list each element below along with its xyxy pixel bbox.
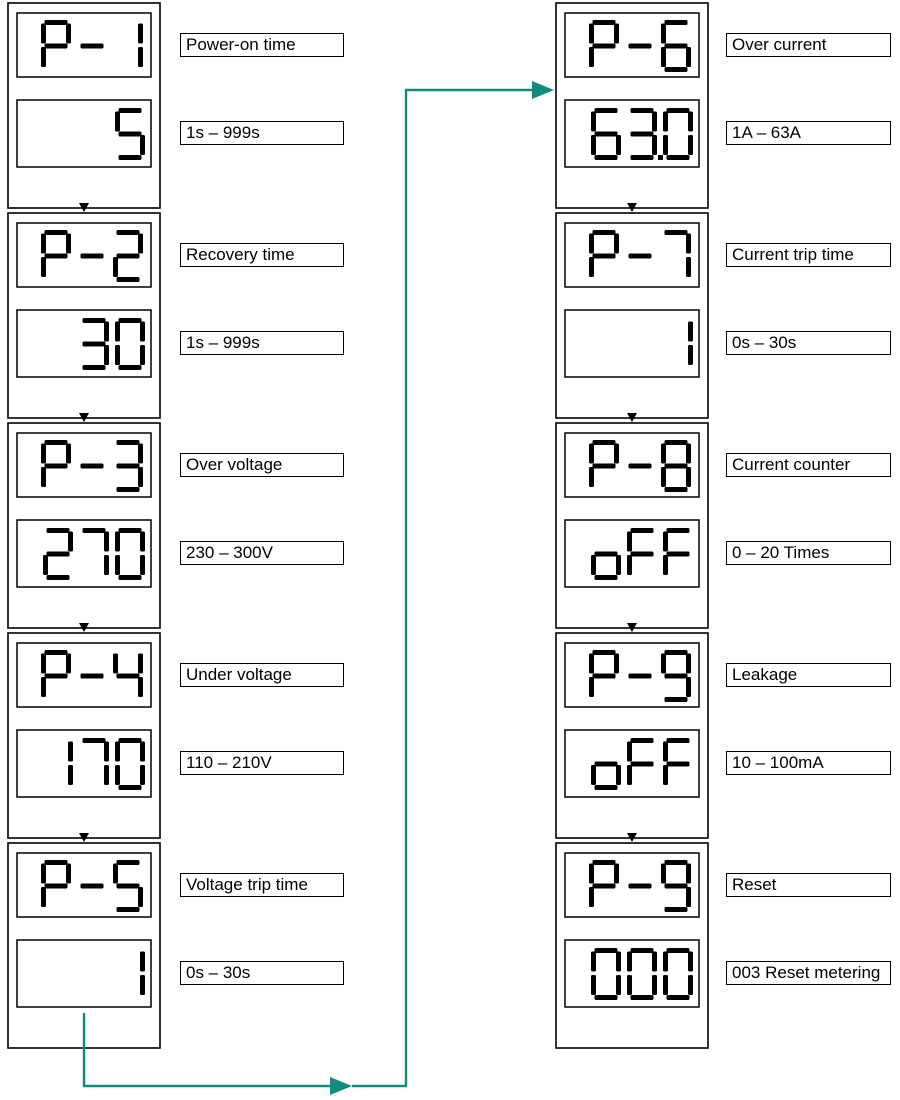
segment-a — [595, 948, 618, 953]
value-display — [565, 310, 699, 377]
segment-d — [47, 575, 70, 580]
parameter-name-label: Current counter — [726, 453, 891, 477]
parameter-range-label: 1A – 63A — [726, 121, 891, 145]
segment-b — [688, 952, 693, 972]
segment-f — [589, 234, 594, 254]
segment-g — [593, 884, 616, 889]
segment-c — [686, 257, 691, 277]
segment-a — [117, 860, 140, 865]
segment-c — [688, 975, 693, 995]
segment-d — [665, 487, 688, 492]
segment-c — [686, 887, 691, 907]
segment-b — [140, 952, 145, 972]
segment-c — [140, 135, 145, 155]
code-digit — [81, 464, 104, 469]
segment-b — [138, 24, 143, 44]
teal-arrow-right-icon — [330, 1077, 352, 1095]
parameter-range-label: 230 – 300V — [180, 541, 344, 565]
code-digit — [81, 44, 104, 49]
segment-b — [614, 24, 619, 44]
segment-g — [81, 44, 104, 49]
segment-f — [589, 24, 594, 44]
segment-a — [45, 20, 68, 25]
segment-a — [667, 108, 690, 113]
segment-b — [138, 654, 143, 674]
segment-g — [81, 674, 104, 679]
segment-g — [629, 254, 652, 259]
segment-f — [663, 112, 668, 132]
segment-a — [593, 20, 616, 25]
segment-e — [663, 765, 668, 785]
parameter-name-label: Voltage trip time — [180, 873, 344, 897]
segment-e — [41, 467, 46, 487]
segment-f — [627, 532, 632, 552]
code-digit — [629, 44, 652, 49]
code-digit — [81, 884, 104, 889]
segment-e — [43, 555, 48, 575]
segment-b — [66, 234, 71, 254]
parameter-step-10 — [556, 843, 708, 1048]
segment-g — [665, 884, 688, 889]
segment-e — [589, 467, 594, 487]
segment-e — [627, 975, 632, 995]
segment-g — [593, 254, 616, 259]
segment-a — [45, 860, 68, 865]
segment-a — [117, 440, 140, 445]
segment-a — [45, 650, 68, 655]
segment-c — [686, 677, 691, 697]
segment-c — [140, 975, 145, 995]
segment-a — [117, 230, 140, 235]
segment-g — [81, 254, 104, 259]
segment-a — [631, 528, 654, 533]
segment-d — [595, 785, 618, 790]
segment-a — [665, 860, 688, 865]
segment-a — [595, 108, 618, 113]
segment-b — [104, 742, 109, 762]
segment-c — [68, 765, 73, 785]
segment-e — [661, 467, 666, 487]
segment-g — [667, 762, 690, 767]
segment-b — [614, 444, 619, 464]
segment-b — [140, 322, 145, 342]
parameter-name-label: Under voltage — [180, 663, 344, 687]
segment-e — [591, 555, 596, 575]
segment-g — [45, 464, 68, 469]
segment-e — [591, 975, 596, 995]
segment-b — [66, 864, 71, 884]
segment-b — [68, 742, 73, 762]
parameter-range-label: 10 – 100mA — [726, 751, 891, 775]
segment-g — [81, 464, 104, 469]
parameter-name-label: Over voltage — [180, 453, 344, 477]
segment-g — [45, 674, 68, 679]
segment-e — [663, 975, 668, 995]
parameter-step-6 — [556, 3, 708, 212]
segment-f — [115, 322, 120, 342]
segment-a — [45, 440, 68, 445]
segment-f — [115, 742, 120, 762]
parameter-step-1 — [8, 3, 160, 212]
segment-g — [629, 464, 652, 469]
segment-e — [589, 887, 594, 907]
segment-d — [665, 697, 688, 702]
parameter-step-9 — [556, 633, 708, 842]
segment-f — [663, 952, 668, 972]
parameter-range-label: 0s – 30s — [726, 331, 891, 355]
segment-c — [616, 975, 621, 995]
segment-f — [627, 742, 632, 762]
parameter-name-label: Recovery time — [180, 243, 344, 267]
segment-c — [652, 975, 657, 995]
segment-g — [593, 674, 616, 679]
segment-b — [616, 952, 621, 972]
segment-c — [104, 555, 109, 575]
segment-c — [140, 555, 145, 575]
segment-g — [117, 254, 140, 259]
segment-a — [593, 440, 616, 445]
parameter-name-label: Reset — [726, 873, 891, 897]
segment-f — [41, 444, 46, 464]
segment-a — [593, 230, 616, 235]
segment-g — [631, 762, 654, 767]
segment-a — [667, 528, 690, 533]
segment-e — [41, 677, 46, 697]
code-digit — [629, 464, 652, 469]
segment-f — [663, 742, 668, 762]
segment-d — [595, 155, 618, 160]
segment-g — [667, 552, 690, 557]
segment-e — [627, 555, 632, 575]
segment-b — [104, 322, 109, 342]
code-digit — [629, 254, 652, 259]
parameter-range-label: 1s – 999s — [180, 121, 344, 145]
segment-d — [119, 785, 142, 790]
segment-f — [41, 234, 46, 254]
segment-g — [117, 674, 140, 679]
segment-b — [614, 864, 619, 884]
segment-a — [665, 440, 688, 445]
segment-f — [113, 864, 118, 884]
decimal-point — [658, 155, 663, 160]
segment-b — [68, 532, 73, 552]
code-digit — [629, 884, 652, 889]
segment-d — [631, 995, 654, 1000]
segment-b — [686, 444, 691, 464]
segment-d — [667, 995, 690, 1000]
parameter-name-label: Current trip time — [726, 243, 891, 267]
segment-g — [593, 464, 616, 469]
segment-e — [627, 765, 632, 785]
code-digit — [629, 674, 652, 679]
segment-d — [119, 365, 142, 370]
segment-c — [686, 47, 691, 67]
parameter-name-label: Over current — [726, 33, 891, 57]
segment-c — [616, 555, 621, 575]
segment-b — [686, 864, 691, 884]
segment-g — [629, 884, 652, 889]
parameter-name-label: Power-on time — [180, 33, 344, 57]
segment-f — [627, 952, 632, 972]
segment-c — [140, 765, 145, 785]
segment-g — [631, 552, 654, 557]
segment-a — [119, 528, 142, 533]
parameter-name-label: Leakage — [726, 663, 891, 687]
segment-g — [665, 464, 688, 469]
segment-e — [115, 555, 120, 575]
segment-e — [41, 257, 46, 277]
segment-g — [83, 342, 106, 347]
segment-g — [117, 464, 140, 469]
segment-d — [83, 365, 106, 370]
segment-a — [47, 528, 70, 533]
segment-a — [631, 108, 654, 113]
segment-c — [688, 345, 693, 365]
segment-d — [119, 575, 142, 580]
segment-b — [66, 24, 71, 44]
segment-d — [665, 907, 688, 912]
segment-g — [629, 674, 652, 679]
segment-g — [629, 44, 652, 49]
segment-a — [593, 860, 616, 865]
segment-g — [81, 884, 104, 889]
segment-g — [595, 762, 618, 767]
segment-e — [661, 47, 666, 67]
segment-f — [113, 654, 118, 674]
segment-e — [41, 887, 46, 907]
segment-e — [115, 765, 120, 785]
parameter-step-7 — [556, 213, 708, 422]
segment-e — [589, 257, 594, 277]
segment-c — [104, 765, 109, 785]
segment-f — [661, 654, 666, 674]
parameter-range-label: 003 Reset metering — [726, 961, 891, 985]
segment-a — [45, 230, 68, 235]
segment-c — [138, 467, 143, 487]
segment-f — [41, 864, 46, 884]
code-digit — [81, 674, 104, 679]
segment-c — [104, 345, 109, 365]
segment-g — [45, 44, 68, 49]
segment-b — [688, 322, 693, 342]
segment-e — [589, 677, 594, 697]
segment-b — [614, 234, 619, 254]
segment-b — [140, 742, 145, 762]
segment-c — [138, 677, 143, 697]
parameter-range-label: 110 – 210V — [180, 751, 344, 775]
segment-f — [589, 654, 594, 674]
segment-e — [589, 47, 594, 67]
segment-b — [138, 234, 143, 254]
segment-b — [140, 532, 145, 552]
segment-g — [45, 884, 68, 889]
parameter-step-3 — [8, 423, 160, 632]
segment-c — [688, 135, 693, 155]
segment-d — [595, 995, 618, 1000]
segment-b — [688, 112, 693, 132]
segment-f — [591, 112, 596, 132]
segment-a — [119, 108, 142, 113]
segment-c — [686, 467, 691, 487]
segment-d — [117, 277, 140, 282]
segment-d — [595, 575, 618, 580]
segment-c — [138, 47, 143, 67]
segment-f — [41, 654, 46, 674]
segment-b — [686, 234, 691, 254]
segment-a — [631, 738, 654, 743]
segment-a — [665, 230, 688, 235]
segment-a — [83, 528, 106, 533]
parameter-range-label: 0s – 30s — [180, 961, 344, 985]
segment-a — [593, 650, 616, 655]
segment-a — [119, 318, 142, 323]
segment-c — [138, 887, 143, 907]
segment-d — [631, 155, 654, 160]
segment-g — [665, 674, 688, 679]
segment-b — [652, 952, 657, 972]
parameter-step-8 — [556, 423, 708, 632]
segment-d — [117, 907, 140, 912]
segment-a — [667, 738, 690, 743]
segment-b — [686, 654, 691, 674]
segment-e — [41, 47, 46, 67]
teal-arrow-right-icon — [532, 81, 554, 99]
segment-f — [591, 952, 596, 972]
segment-g — [595, 552, 618, 557]
segment-e — [115, 345, 120, 365]
segment-a — [83, 318, 106, 323]
segment-f — [41, 24, 46, 44]
segment-c — [616, 135, 621, 155]
segment-e — [113, 257, 118, 277]
segment-e — [663, 555, 668, 575]
segment-g — [593, 44, 616, 49]
segment-a — [631, 948, 654, 953]
segment-f — [661, 864, 666, 884]
segment-d — [119, 155, 142, 160]
segment-b — [652, 112, 657, 132]
segment-f — [115, 532, 120, 552]
parameter-range-label: 1s – 999s — [180, 331, 344, 355]
segment-a — [119, 738, 142, 743]
segment-c — [140, 345, 145, 365]
segment-g — [47, 552, 70, 557]
segment-b — [66, 444, 71, 464]
segment-d — [667, 155, 690, 160]
segment-b — [104, 532, 109, 552]
code-digit — [81, 254, 104, 259]
segment-g — [595, 132, 618, 137]
segment-a — [667, 948, 690, 953]
segment-b — [614, 654, 619, 674]
segment-c — [616, 765, 621, 785]
segment-a — [83, 738, 106, 743]
segment-g — [117, 884, 140, 889]
segment-f — [589, 864, 594, 884]
segment-f — [663, 532, 668, 552]
teal-connector-line — [352, 90, 538, 1086]
segment-g — [45, 254, 68, 259]
segment-c — [652, 135, 657, 155]
segment-e — [591, 135, 596, 155]
segment-f — [589, 444, 594, 464]
segment-e — [663, 135, 668, 155]
segment-f — [661, 24, 666, 44]
parameter-range-label: 0 – 20 Times — [726, 541, 891, 565]
segment-g — [665, 44, 688, 49]
value-display — [17, 940, 151, 1007]
segment-g — [631, 132, 654, 137]
segment-b — [138, 444, 143, 464]
parameter-step-4 — [8, 633, 160, 842]
segment-f — [661, 444, 666, 464]
segment-d — [665, 67, 688, 72]
parameter-step-2 — [8, 213, 160, 422]
segment-d — [117, 487, 140, 492]
segment-f — [115, 112, 120, 132]
segment-a — [665, 650, 688, 655]
segment-e — [591, 765, 596, 785]
segment-g — [119, 132, 142, 137]
segment-a — [665, 20, 688, 25]
segment-b — [66, 654, 71, 674]
